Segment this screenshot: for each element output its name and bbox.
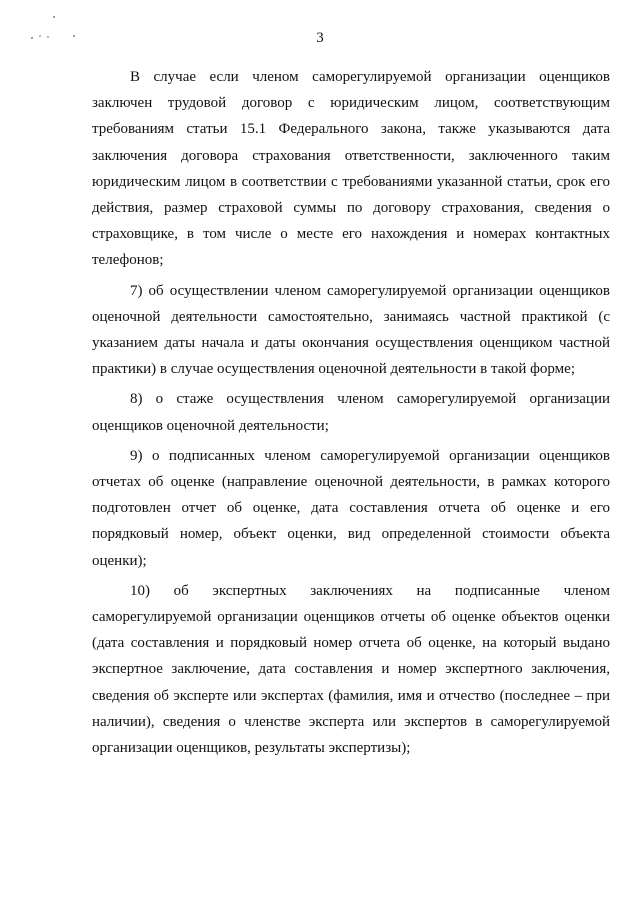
document-body xyxy=(92,64,610,761)
paragraph-item-8: 8) о стаже осуществления членом саморегулируемой организации оценщиков оценочной деятельности; xyxy=(92,391,610,434)
page-number: 3 xyxy=(316,30,324,46)
paragraph-insurance-info: В случае если членом саморегулируемой организации оценщиков заключен трудовой договор с юридическим лицом, соответствующим требованиям статьи 15.1 Федерального закона, также указываются дата заключения договора страхования ответственности, заключенного таким юридическим лицом в соответствии с требованиями указанной статьи, срок его действия, размер страховой суммы по договору страхования, сведения о страховщике, в том числе о месте его нахождения и номерах контактных телефонов; xyxy=(92,69,610,269)
paragraph-item-10: 10) об экспертных заключениях на подписанные членом саморегулируемой организации оценщиков отчеты об оценке объектов оценки (дата составления и порядковый номер отчета об оценке, на который выдано экспертное заключение, дата составления и номер экспертного заключения, сведения об эксперте или экспертах (фамилия, имя и отчество (последнее – при наличии), сведения о членстве эксперта или экспертов в саморегулируемой организации оценщиков, результаты экспертизы); xyxy=(92,582,610,757)
paragraph-item-9: 9) о подписанных членом саморегулируемой организации оценщиков отчетах об оценке (направление оценочной деятельности, в рамках которого подготовлен отчет об оценке, дата составления отчета об оценке и его порядковый номер, объект оценки, вид определенной стоимости объекта оценки); xyxy=(92,447,610,569)
paragraph-item-7: 7) об осуществлении членом саморегулируемой организации оценщиков оценочной деятельности самостоятельно, занимаясь частной практикой (с указанием даты начала и даты окончания осуществления оценщиком частной практики) в случае осуществления оценочной деятельности в такой форме; xyxy=(92,282,610,378)
